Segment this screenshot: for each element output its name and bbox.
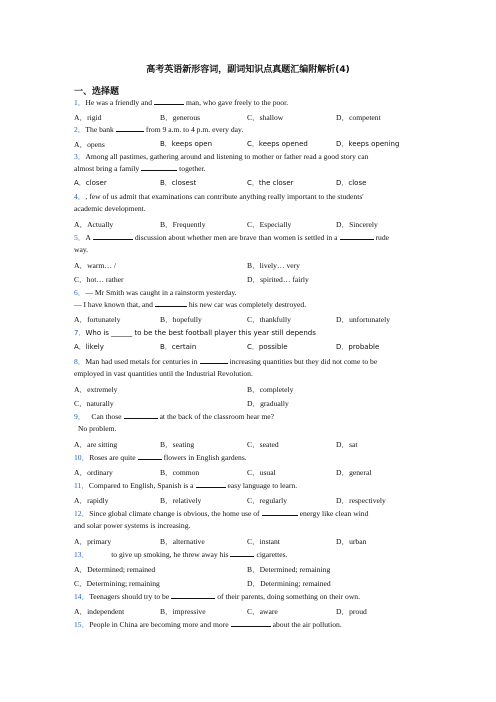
option[interactable]: B．alternative <box>160 537 205 546</box>
option[interactable]: B．keeps open <box>160 140 213 148</box>
option[interactable]: B．generous <box>160 113 201 122</box>
option[interactable]: D．keeps opening <box>336 140 400 148</box>
option[interactable]: A．rapidly <box>74 496 109 505</box>
option[interactable]: B．completely <box>247 385 294 394</box>
option[interactable]: D．gradually <box>247 399 289 408</box>
options-4 <box>74 219 434 230</box>
option[interactable]: A．Actually <box>74 220 114 229</box>
options-5a <box>74 260 434 271</box>
question-9-line2: No problem. <box>78 424 117 433</box>
option[interactable]: C．the closer <box>247 179 294 187</box>
option[interactable]: C．instant <box>247 537 280 546</box>
options-10 <box>74 467 434 478</box>
option[interactable]: C．shallow <box>247 113 284 122</box>
question-11: 11．Compared to English, Spanish is a easy language to learn. <box>74 481 298 490</box>
option[interactable]: A．primary <box>74 537 112 546</box>
option[interactable]: D．proud <box>336 607 367 616</box>
question-14: 14．Teenagers should try to be of their parents, doing something on their own. <box>74 592 360 601</box>
option[interactable]: C．thankfully <box>247 315 291 324</box>
option[interactable]: A．fortunately <box>74 315 121 324</box>
options-7 <box>74 342 434 353</box>
option[interactable]: D．unfortunately <box>336 315 390 324</box>
option[interactable]: B．common <box>160 468 200 477</box>
section-heading: 一、选择题 <box>74 87 120 97</box>
option[interactable]: D．respectively <box>336 496 386 505</box>
option[interactable]: C．aware <box>247 607 278 616</box>
option[interactable]: C．Determining; remaining <box>74 579 160 588</box>
question-3-line2: almost bring a family together. <box>74 164 206 173</box>
question-8-line2: employed in vast quantities until the Industrial Revolution. <box>74 369 253 378</box>
option[interactable]: D．urban <box>336 537 367 546</box>
question-13: 13． to give up smoking, he threw away his cigarettes. <box>74 550 288 559</box>
question-2: 2．The bank from 9 a.m. to 4 p.m. every day. <box>74 125 244 134</box>
option[interactable]: B．closest <box>160 179 197 187</box>
option[interactable]: A．opens <box>74 140 105 149</box>
option[interactable]: A．rigid <box>74 113 102 122</box>
question-6-line2: — I have known that, and his new car was completely destroyed. <box>74 300 307 309</box>
option[interactable]: D．Sincerely <box>336 220 378 229</box>
option[interactable]: D．close <box>336 179 367 187</box>
option[interactable]: B．Frequently <box>160 220 206 229</box>
option[interactable]: D．Determining; remained <box>247 579 331 588</box>
question-4: 4．, few of us admit that examinations can contribute anything really important to the students' <box>74 192 364 201</box>
options-8a <box>74 384 434 395</box>
options-14 <box>74 606 434 617</box>
options-6 <box>74 314 434 325</box>
question-5: 5．A discussion about whether men are brave than women is settled in a rude <box>74 233 390 242</box>
option[interactable]: A．are sitting <box>74 440 118 449</box>
options-9 <box>74 439 434 450</box>
question-1: 1．He was a friendly and man, who gave freely to the poor. <box>74 98 289 107</box>
options-11 <box>74 495 434 506</box>
option[interactable]: B．Determined; remaining <box>247 565 331 574</box>
question-8: 8．Man had used metals for centuries in increasing quantities but they did not come to be <box>74 357 378 366</box>
question-5-line2: way. <box>74 245 89 254</box>
option[interactable]: C．keeps opened <box>247 140 308 148</box>
option[interactable]: A．Determined; remained <box>74 565 156 574</box>
page-title: 高考英语新形容词，副词知识点真题汇编附解析(4) <box>146 65 350 75</box>
option[interactable]: A．likely <box>74 343 104 351</box>
option[interactable]: B．certain <box>160 343 197 351</box>
option[interactable]: C．usual <box>247 468 276 477</box>
option[interactable]: C．naturally <box>74 399 114 408</box>
question-6: 6．— Mr Smith was caught in a rainstorm yesterday. <box>74 288 237 297</box>
question-9: 9． Can those at the back of the classroom hear me? <box>74 412 275 421</box>
option[interactable]: C．Especially <box>247 220 292 229</box>
option[interactable]: D．probable <box>336 343 380 351</box>
option[interactable]: D．competent <box>336 113 381 122</box>
option[interactable]: C．seated <box>247 440 279 449</box>
question-7: 7．Who is ______ to be the best football player this year still depends <box>74 329 316 337</box>
option[interactable]: A．closer <box>74 179 107 187</box>
options-3 <box>74 178 434 189</box>
options-2 <box>74 139 434 150</box>
option[interactable]: A．extremely <box>74 385 118 394</box>
options-12 <box>74 536 434 547</box>
options-1 <box>74 112 434 123</box>
option[interactable]: C．possible <box>247 343 288 351</box>
option[interactable]: D．sat <box>336 440 358 449</box>
question-10: 10．Roses are quite flowers in English gardens. <box>74 453 247 462</box>
option[interactable]: D．spirited… fairly <box>247 275 309 284</box>
option[interactable]: C．regularly <box>247 496 288 505</box>
option[interactable]: B．relatively <box>160 496 202 505</box>
question-12: 12．Since global climate change is obvious, the home use of energy like clean wind <box>74 509 369 518</box>
options-8b <box>74 398 434 409</box>
question-4-line2: academic development. <box>74 204 146 213</box>
question-3: 3．Among all pastimes, gathering around and listening to mother or father read a good story can <box>74 152 369 161</box>
options-5b <box>74 274 434 285</box>
options-13b <box>74 578 434 589</box>
option[interactable]: C．hot… rather <box>74 275 124 284</box>
question-12-line2: and solar power systems is increasing. <box>74 521 191 530</box>
option[interactable]: A．warm… / <box>74 261 116 270</box>
option[interactable]: D．general <box>336 468 372 477</box>
option[interactable]: B．hopefully <box>160 315 202 324</box>
option[interactable]: A．ordinary <box>74 468 113 477</box>
option[interactable]: B．seating <box>160 440 195 449</box>
option[interactable]: B．impressive <box>160 607 206 616</box>
options-13a <box>74 564 434 575</box>
question-15: 15．People in China are becoming more and more about the air pollution. <box>74 620 342 629</box>
option[interactable]: B．lively… very <box>247 261 300 270</box>
option[interactable]: A．independent <box>74 607 125 616</box>
